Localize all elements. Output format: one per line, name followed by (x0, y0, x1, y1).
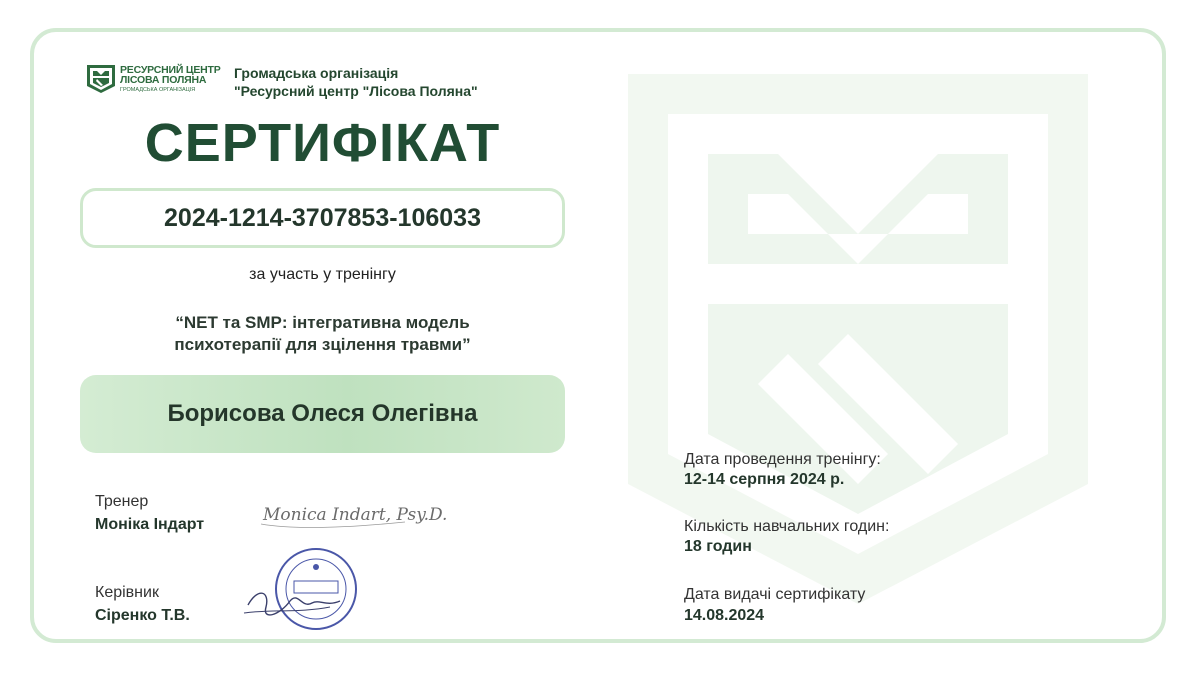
issue-date-label: Дата видачі сертифікату (684, 586, 866, 603)
organization-logo (86, 64, 221, 94)
trainer-signature-icon (255, 488, 455, 538)
issue-date-value: 14.08.2024 (684, 607, 765, 624)
organization-name (234, 64, 478, 100)
director-label: Керівник (95, 584, 159, 601)
director-name: Сіренко Т.В. (95, 607, 190, 624)
trainer-name: Моніка Індарт (95, 516, 205, 533)
organization-line1: Громадська організація (234, 65, 399, 81)
logo-title-line1: РЕСУРСНИЙ ЦЕНТР (120, 63, 221, 76)
trainer-label: Тренер (95, 493, 149, 510)
participation-text: за участь у тренінгу (249, 266, 396, 283)
hours-label: Кількість навчальних годин: (684, 518, 890, 535)
training-title-line2: психотерапії для зцілення травми” (174, 335, 471, 354)
hours-value: 18 годин (684, 538, 752, 555)
logo-title-line2: ЛІСОВА ПОЛЯНА (120, 74, 207, 87)
training-date-label: Дата проведення тренінгу: (684, 451, 881, 468)
trainer-signature-text: Monica Indart, Psy.D. (263, 505, 448, 525)
organization-seal-icon (240, 543, 360, 635)
training-date-value: 12-14 серпня 2024 р. (684, 471, 845, 488)
recipient-name: Борисова Олеся Олегівна (80, 375, 565, 453)
forest-glade-logo-icon (86, 64, 116, 94)
logo-subtitle: ГРОМАДСЬКА ОРГАНІЗАЦІЯ (120, 86, 196, 93)
organization-line2: "Ресурсний центр "Лісова Поляна" (234, 83, 478, 99)
training-title (80, 312, 565, 356)
certificate-number: 2024-1214-3707853-106033 (80, 188, 565, 248)
certificate-title: СЕРТИФІКАТ (144, 113, 501, 173)
training-title-line1: “NET та SMP: інтегративна модель (175, 313, 470, 332)
